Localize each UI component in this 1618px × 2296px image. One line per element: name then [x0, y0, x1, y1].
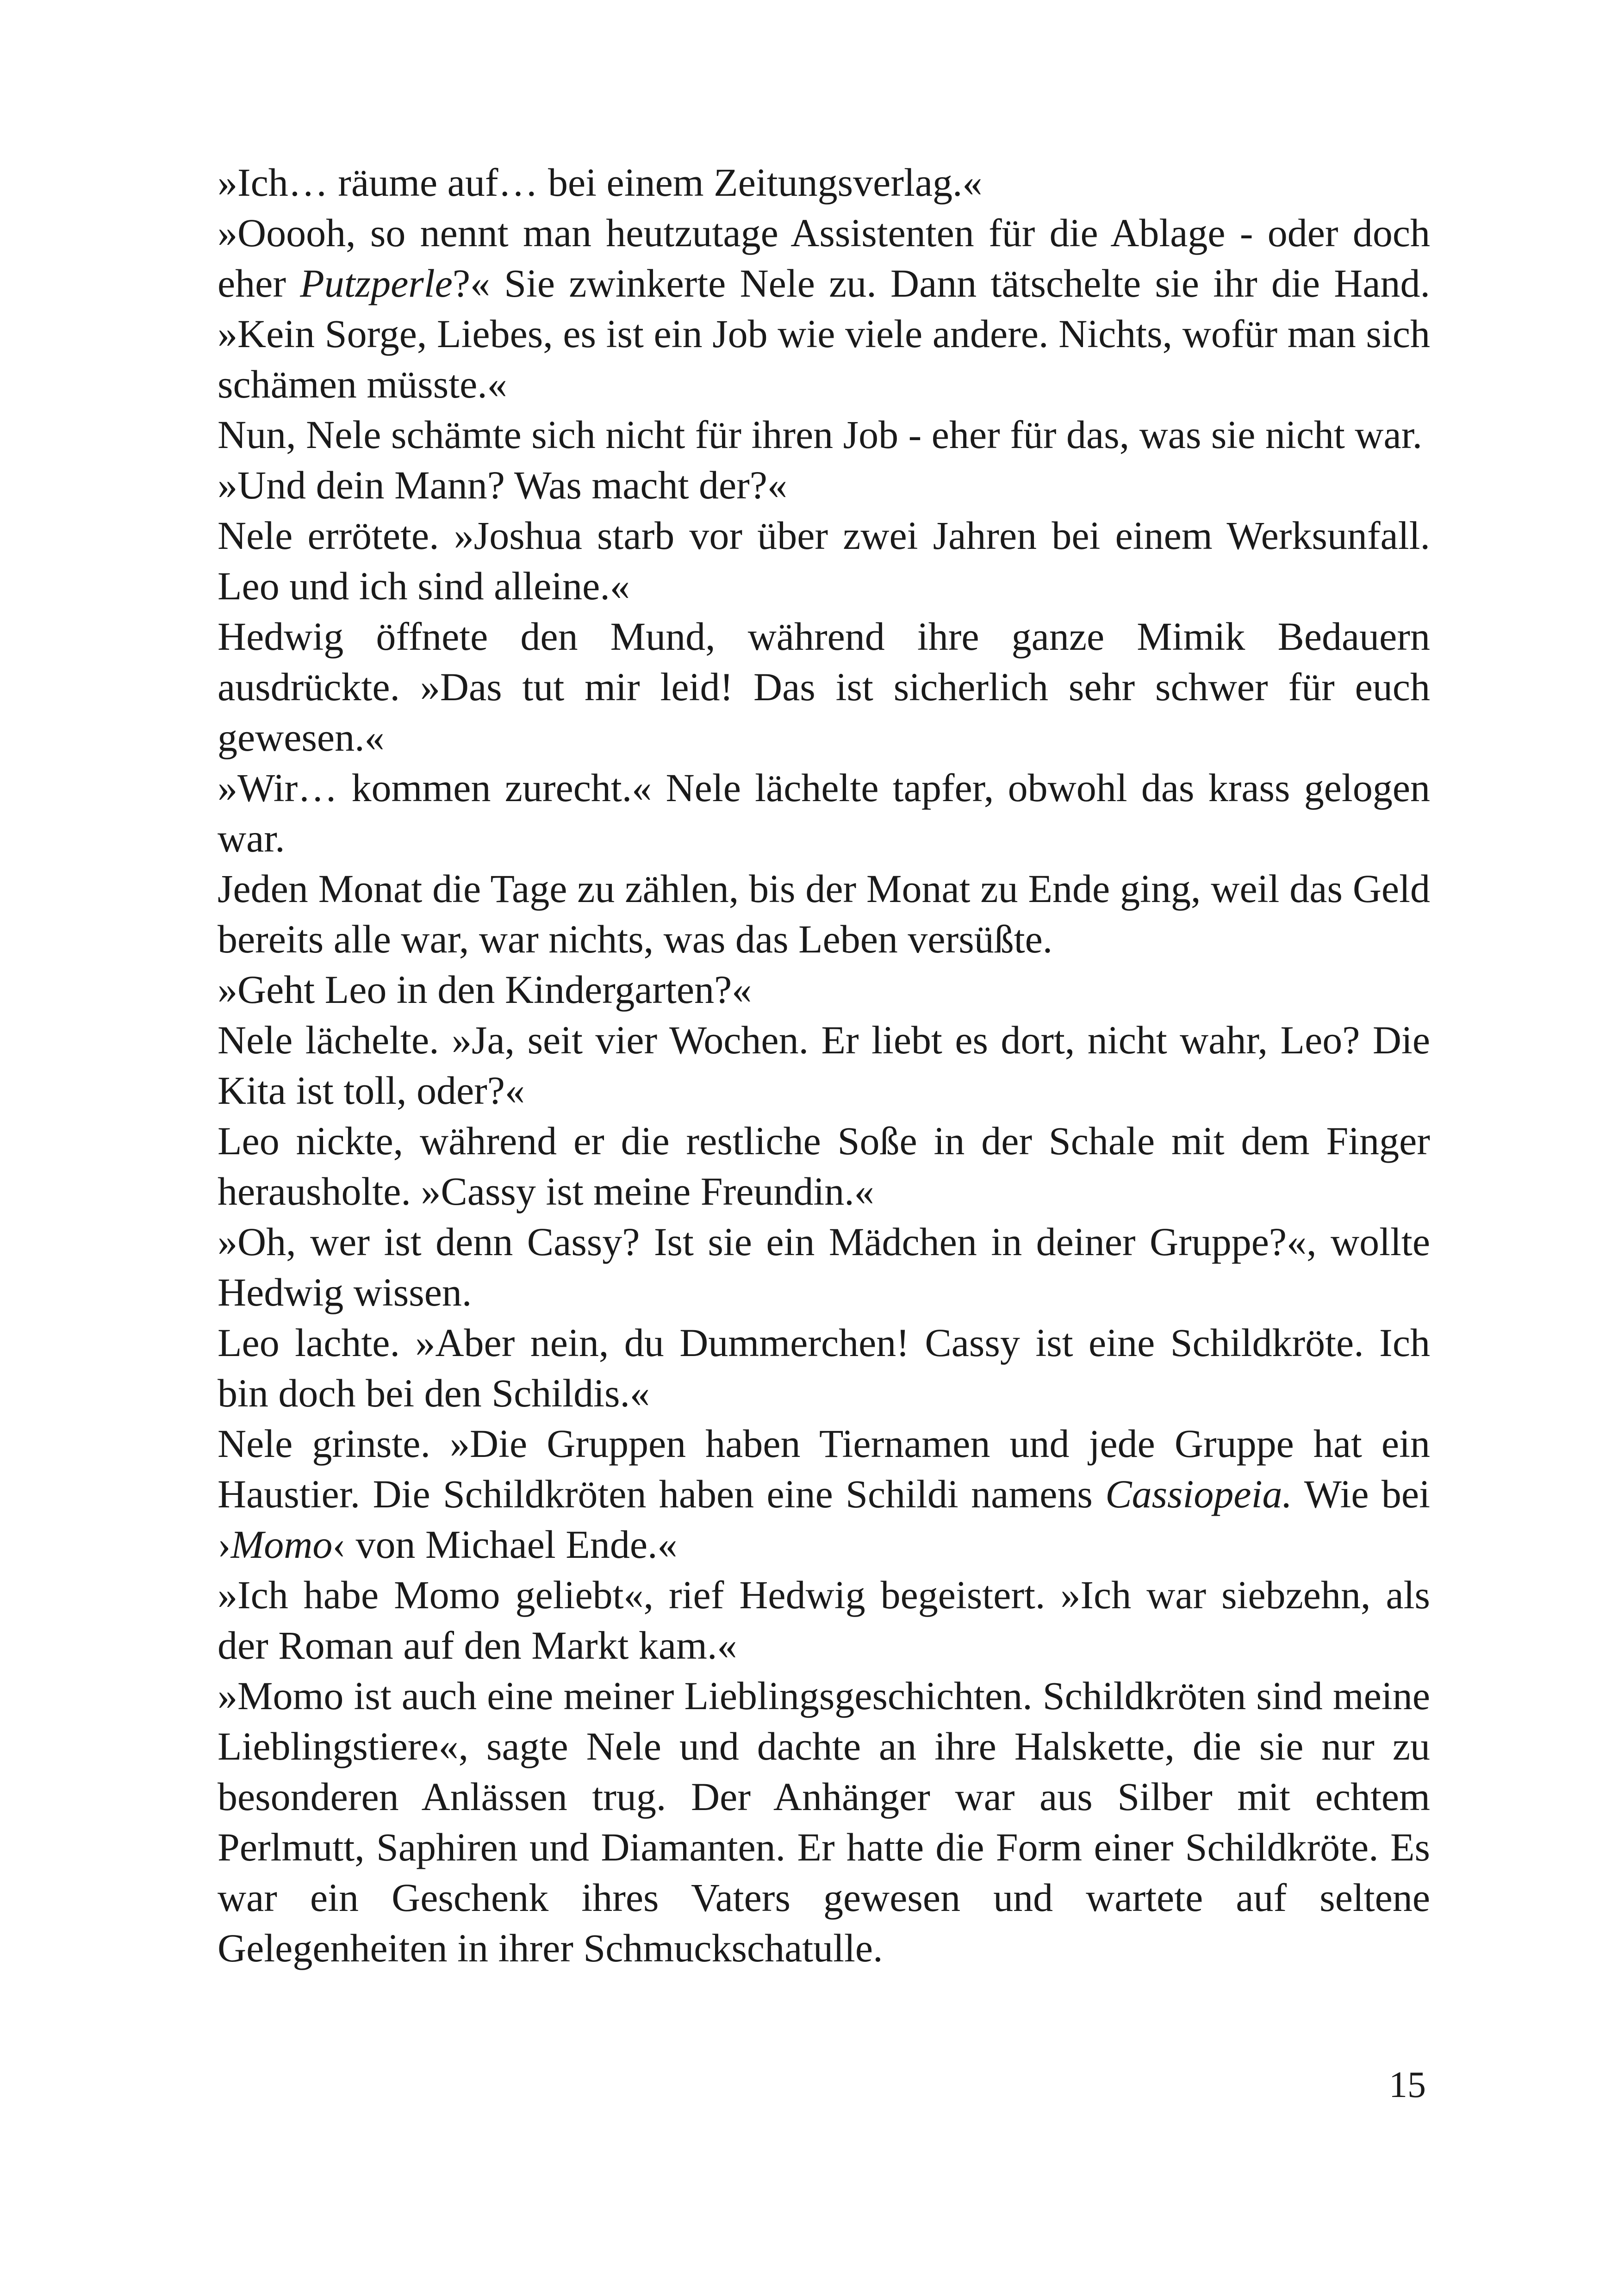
text-run: Jeden Monat die Tage zu zählen, bis der Monat zu Ende ging, weil das Geld bereits alle war, war nichts, was das Leben versüßte.	[218, 866, 1430, 961]
text-run: »Ooooh, so nennt man heutzutage Assistenten für die Ablage - oder doch eher	[218, 211, 1430, 305]
text-run: Nele lächelte. »Ja, seit vier Wochen. Er liebt es dort, nicht wahr, Leo? Die Kita ist toll, oder?«	[218, 1018, 1430, 1113]
paragraph	[218, 208, 1430, 410]
paragraph	[218, 1570, 1430, 1671]
text-run: »Und dein Mann? Was macht der?«	[218, 463, 787, 507]
paragraph	[218, 1318, 1430, 1419]
body-text	[218, 157, 1430, 1973]
text-run: »Wir… kommen zurecht.« Nele lächelte tapfer, obwohl das krass gelogen war.	[218, 765, 1430, 860]
text-run: Nun, Nele schämte sich nicht für ihren Job - eher für das, was sie nicht war.	[218, 412, 1423, 457]
text-run: Nele errötete. »Joshua starb vor über zwei Jahren bei einem Werksunfall. Leo und ich sind alleine.«	[218, 513, 1430, 608]
paragraph	[218, 964, 1430, 1015]
paragraph	[218, 410, 1430, 460]
text-run: »Ich habe Momo geliebt«, rief Hedwig begeistert. »Ich war siebzehn, als der Roman auf den Markt kam.«	[218, 1573, 1430, 1668]
text-run: ?« Sie zwinkerte Nele zu. Dann tätschelte sie ihr die Hand. »Kein Sorge, Liebes, es ist ein Job wie viele andere. Nichts, wofür man sich schämen müsste.«	[218, 261, 1431, 406]
paragraph	[218, 864, 1430, 964]
italic-text: Momo	[230, 1522, 333, 1567]
paragraph	[218, 157, 1430, 208]
text-run: Hedwig öffnete den Mund, während ihre ganze Mimik Bedauern ausdrückte. »Das tut mir leid! Das ist sicherlich sehr schwer für euch gewesen.«	[218, 614, 1430, 759]
text-run: »Ich… räume auf… bei einem Zeitungsverlag.«	[218, 160, 983, 205]
text-run: Wie bei ›	[218, 1472, 1430, 1567]
text-run: Leo lachte. »Aber nein, du Dummerchen! Cassy ist eine Schildkröte. Ich bin doch bei den Schildis.«	[218, 1320, 1430, 1415]
text-run: »Oh, wer ist denn Cassy? Ist sie ein Mädchen in deiner Gruppe?«, wollte Hedwig wissen.	[218, 1220, 1430, 1314]
italic-text: Cassiopeia.	[1105, 1472, 1292, 1516]
paragraph	[218, 1419, 1430, 1570]
page-number: 15	[1389, 2065, 1426, 2105]
paragraph	[218, 460, 1430, 510]
paragraph	[218, 1116, 1430, 1217]
paragraph	[218, 763, 1430, 864]
text-run: »Momo ist auch eine meiner Lieblingsgeschichten. Schildkröten sind meine Lieblingstiere«, sagte Nele und dachte an ihre Halskette, die sie nur zu besonderen Anlässen trug. Der Anhänger war aus Silber mit echtem Perlmutt, Saphiren und Diamanten. Er hatte die Form einer Schildkröte. Es war ein Geschenk ihres Vaters gewesen und wartete auf seltene Gelegenheiten in ihrer Schmuckschatulle.	[218, 1674, 1430, 1970]
paragraph	[218, 1671, 1430, 1973]
italic-text: Putzperle	[300, 261, 453, 305]
paragraph	[218, 611, 1430, 763]
text-run: Nele grinste. »Die Gruppen haben Tiernamen und jede Gruppe hat ein Haustier. Die Schildkröten haben eine Schildi namens	[218, 1421, 1430, 1516]
paragraph	[218, 1015, 1430, 1116]
text-run: ‹ von Michael Ende.«	[332, 1522, 678, 1567]
text-run: Leo nickte, während er die restliche Soße in der Schale mit dem Finger herausholte. »Cassy ist meine Freundin.«	[218, 1119, 1430, 1213]
paragraph	[218, 510, 1430, 611]
paragraph	[218, 1217, 1430, 1318]
text-run: »Geht Leo in den Kindergarten?«	[218, 967, 752, 1012]
